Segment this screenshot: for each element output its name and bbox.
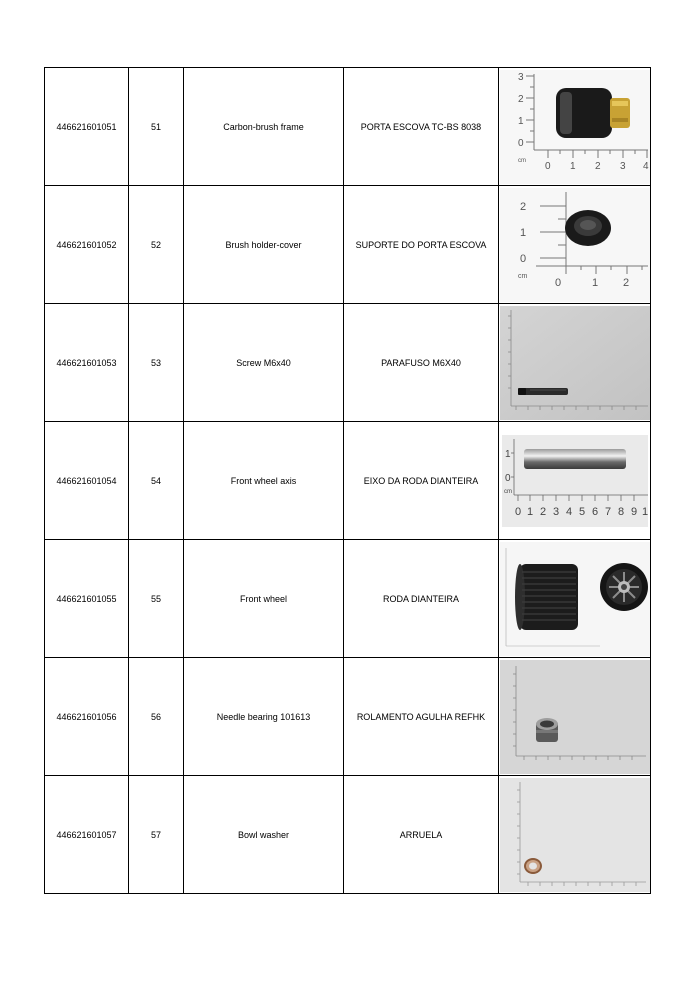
item-number: 57 [129, 776, 184, 894]
parts-table [44, 67, 651, 894]
part-photo-cell [499, 776, 651, 894]
svg-text:9: 9 [630, 505, 637, 518]
part-photo-cell [499, 422, 651, 540]
svg-text:0: 0 [514, 505, 521, 518]
svg-text:2: 2 [594, 160, 601, 172]
description-pt: ARRUELA [344, 776, 499, 894]
svg-text:7: 7 [604, 505, 611, 518]
table-row [45, 776, 651, 894]
item-number: 56 [129, 658, 184, 776]
washer-photo [500, 778, 650, 892]
part-code: 446621601054 [45, 422, 129, 540]
axle-photo [500, 431, 650, 531]
svg-text:0: 0 [544, 160, 551, 172]
svg-text:cm: cm [503, 488, 512, 495]
svg-text:1: 1 [504, 448, 511, 460]
part-code: 446621601056 [45, 658, 129, 776]
carbon-brush-frame-photo [500, 70, 650, 184]
svg-text:5: 5 [578, 505, 585, 518]
item-number: 52 [129, 186, 184, 304]
part-code: 446621601052 [45, 186, 129, 304]
brush-holder-cover-photo [500, 188, 650, 302]
part-code: 446621601053 [45, 304, 129, 422]
description-en: Front wheel axis [184, 422, 344, 540]
svg-text:3: 3 [517, 71, 524, 83]
screw-photo [500, 306, 650, 420]
table-row [45, 422, 651, 540]
description-en: Screw M6x40 [184, 304, 344, 422]
front-wheel-photo [500, 542, 650, 656]
svg-text:2: 2 [539, 505, 546, 518]
part-code: 446621601057 [45, 776, 129, 894]
svg-text:3: 3 [619, 160, 626, 172]
table-row [45, 304, 651, 422]
svg-text:1: 1 [569, 160, 576, 172]
item-number: 55 [129, 540, 184, 658]
svg-text:0: 0 [554, 276, 561, 289]
part-photo-cell [499, 304, 651, 422]
svg-text:2: 2 [519, 200, 526, 213]
svg-text:1: 1 [517, 115, 524, 127]
description-pt: PORTA ESCOVA TC-BS 8038 [344, 68, 499, 186]
svg-text:8: 8 [617, 505, 624, 518]
part-code: 446621601055 [45, 540, 129, 658]
description-en: Needle bearing 101613 [184, 658, 344, 776]
svg-text:3: 3 [552, 505, 559, 518]
description-en: Front wheel [184, 540, 344, 658]
part-photo-cell [499, 68, 651, 186]
svg-text:2: 2 [622, 276, 629, 289]
part-photo-cell [499, 540, 651, 658]
table-row [45, 68, 651, 186]
svg-text:6: 6 [591, 505, 598, 518]
description-pt: ROLAMENTO AGULHA REFHK [344, 658, 499, 776]
svg-text:0: 0 [519, 252, 526, 265]
needle-bearing-photo [500, 660, 650, 774]
description-pt: PARAFUSO M6X40 [344, 304, 499, 422]
table-row [45, 540, 651, 658]
description-en: Carbon-brush frame [184, 68, 344, 186]
description-en: Bowl washer [184, 776, 344, 894]
svg-text:1: 1 [519, 226, 526, 239]
description-en: Brush holder-cover [184, 186, 344, 304]
svg-text:4: 4 [642, 160, 649, 172]
item-number: 54 [129, 422, 184, 540]
svg-text:1: 1 [591, 276, 598, 289]
svg-text:1: 1 [641, 505, 648, 518]
svg-text:1: 1 [526, 505, 533, 518]
description-pt: RODA DIANTEIRA [344, 540, 499, 658]
table-row [45, 186, 651, 304]
svg-text:0: 0 [504, 472, 511, 484]
svg-text:cm: cm [517, 272, 527, 280]
svg-text:2: 2 [517, 93, 524, 105]
part-photo-cell [499, 186, 651, 304]
description-pt: EIXO DA RODA DIANTEIRA [344, 422, 499, 540]
svg-text:0: 0 [517, 137, 524, 149]
item-number: 51 [129, 68, 184, 186]
description-pt: SUPORTE DO PORTA ESCOVA [344, 186, 499, 304]
table-row [45, 658, 651, 776]
svg-text:4: 4 [565, 505, 572, 518]
part-photo-cell [499, 658, 651, 776]
item-number: 53 [129, 304, 184, 422]
svg-text:cm: cm [517, 157, 526, 164]
part-code: 446621601051 [45, 68, 129, 186]
